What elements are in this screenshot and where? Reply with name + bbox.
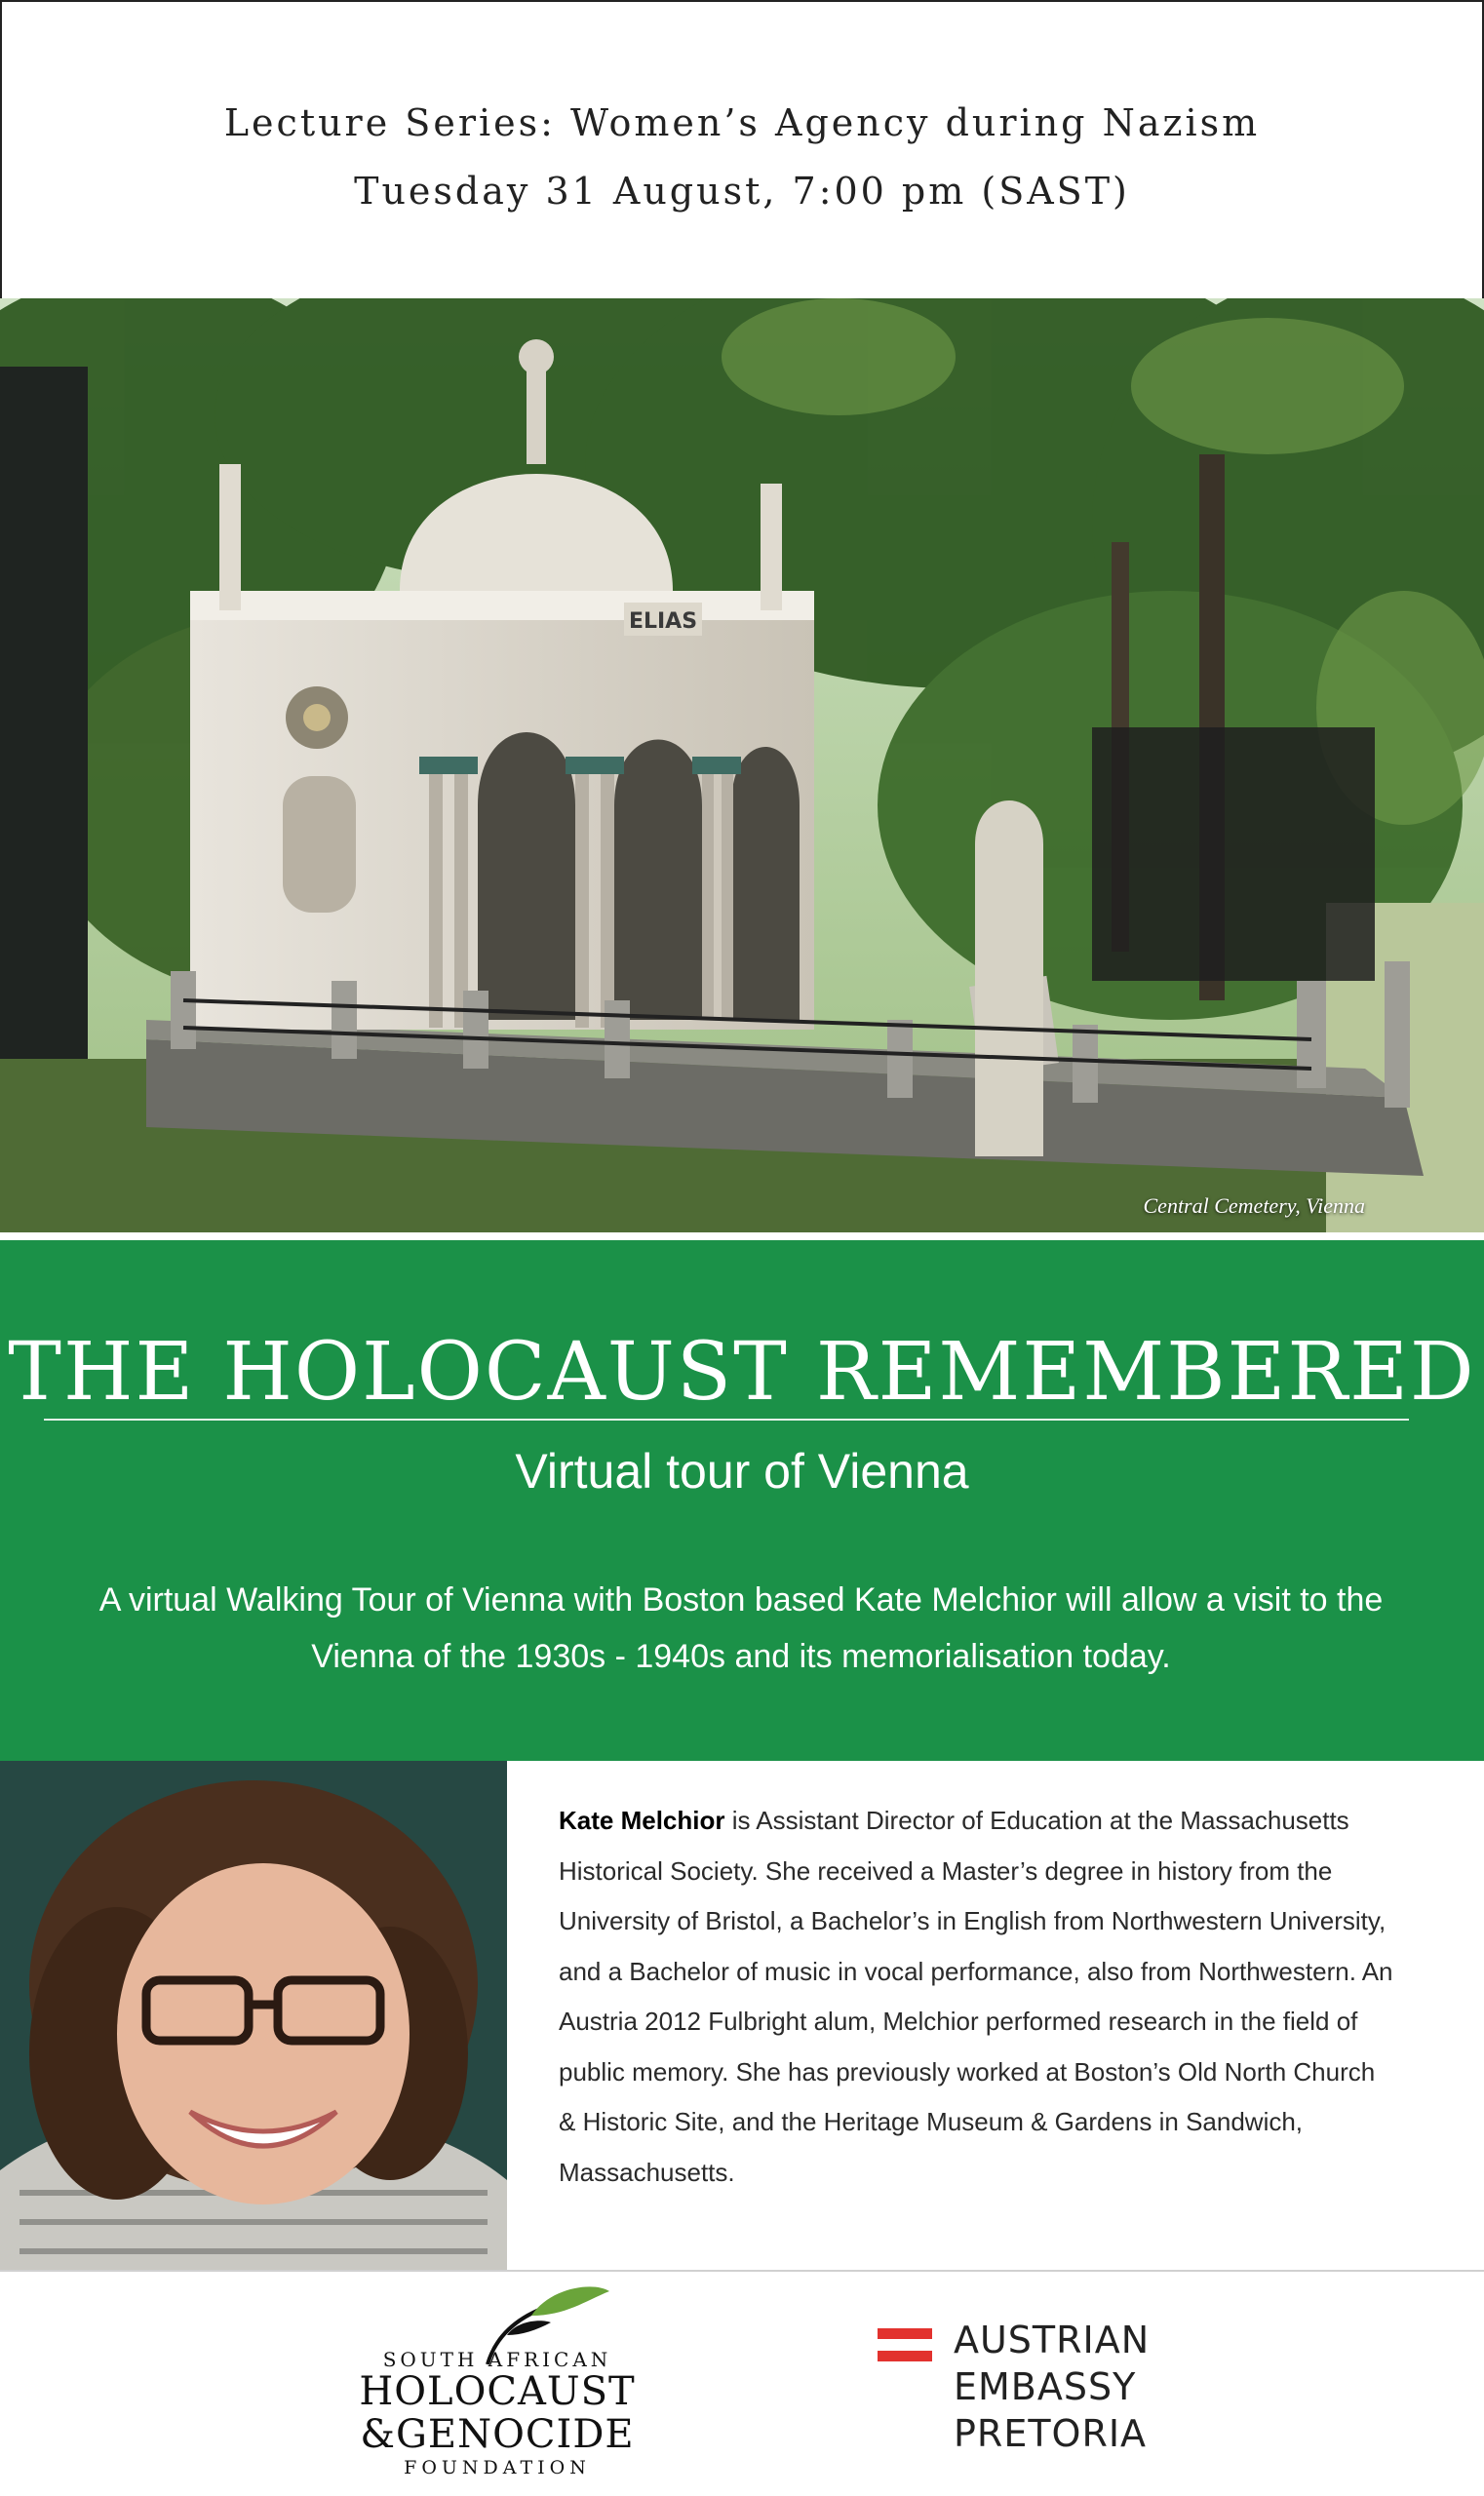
event-banner	[0, 1240, 1484, 1761]
embassy-line-2: EMBASSY	[954, 2365, 1137, 2408]
lecture-series-title: Lecture Series: Women’s Agency during Nazism	[223, 101, 1261, 144]
sahgf-logo	[351, 2282, 644, 2486]
title-divider	[44, 1419, 1409, 1421]
logo-top-text: SOUTH AFRICAN	[382, 2348, 612, 2371]
photo-caption: Central Cemetery, Vienna	[1143, 1193, 1365, 1218]
portrait-illustration	[0, 1761, 507, 2270]
austrian-embassy-logo	[878, 2319, 1229, 2465]
event-description: A virtual Walking Tour of Vienna with Boston based Kate Melchior will allow a visit to the Vienna of the 1930s - 1940s and its memorialisation today.	[98, 1581, 1384, 1675]
mausoleum-illustration	[0, 298, 1484, 1232]
event-datetime: Tuesday 31 August, 7:00 pm (SAST)	[354, 170, 1130, 213]
event-header	[0, 0, 1484, 300]
event-title: THE HOLOCAUST REMEMBERED	[8, 1326, 1476, 1419]
embassy-line-1: AUSTRIAN	[954, 2319, 1151, 2361]
logo-main-text-1: HOLOCAUST	[359, 2369, 636, 2414]
speaker-portrait	[0, 1761, 507, 2270]
event-subtitle: Virtual tour of Vienna	[515, 1444, 969, 1499]
bio-text: is Assistant Director of Education at the Massachusetts Historical Society. She received a Master’s degree in history from the University of Bristol, a Bachelor’s in English from Northwestern University, and a Bachelor of music in vocal performance, also from Northwestern. An Austria 2012 Fulbright alum, Melchior performed research in the field of public memory. She has previously worked at Boston’s Old North Church & Historic Site, and the Heritage Museum & Gardens in Sandwich, Massachusetts.	[559, 1806, 1393, 2187]
footer-divider	[0, 2270, 1484, 2272]
logo-main-text-2: &GENOCIDE	[360, 2412, 635, 2457]
logo-bottom-text: FOUNDATION	[404, 2457, 591, 2478]
speaker-name: Kate Melchior	[559, 1806, 725, 1835]
speaker-bio	[559, 1796, 1397, 2198]
inscription-text: ELIAS	[628, 609, 698, 634]
cemetery-photo	[0, 298, 1484, 1232]
embassy-line-3: PRETORIA	[954, 2412, 1148, 2455]
austria-flag-icon	[878, 2328, 932, 2361]
